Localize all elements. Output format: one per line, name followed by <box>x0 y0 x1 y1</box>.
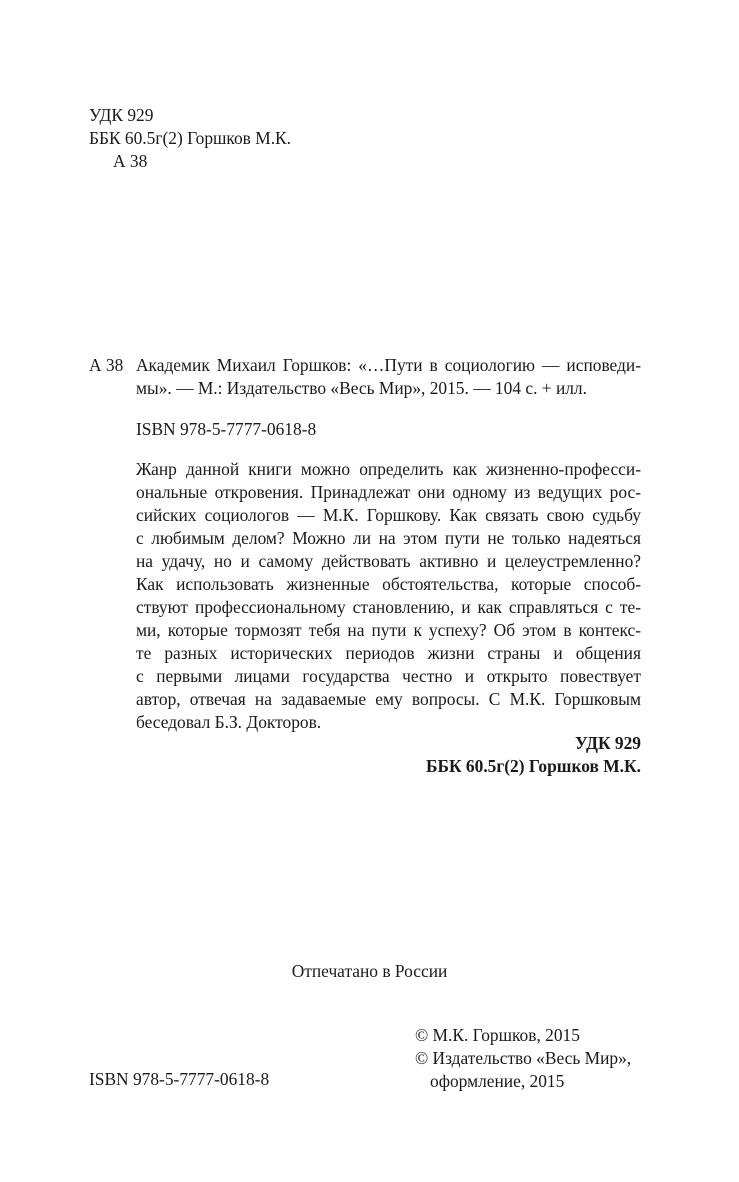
annotation-line: с первыми лицами государства честно и открыто повествует <box>136 666 641 686</box>
annotation-line: те разных исторических периодов жизни страны и общения <box>136 643 641 663</box>
copyright-author: © М.К. Горшков, 2015 <box>415 1025 580 1045</box>
udk-code: УДК 929 <box>89 105 154 125</box>
udk-code-bold: УДК 929 <box>574 733 641 753</box>
annotation <box>136 458 641 734</box>
copyright-publisher: © Издательство «Весь Мир», <box>415 1048 632 1068</box>
annotation-line: Жанр данной книги можно определить как жизненно-професси- <box>136 459 641 479</box>
copyright-block <box>415 1024 631 1093</box>
annotation-line: сийских социологов — М.К. Горшкову. Как связать свою судьбу <box>136 505 641 525</box>
annotation-line: ональные откровения. Принадлежат они одному из ведущих рос- <box>136 482 641 502</box>
printed-in-note: Отпечатано в России <box>291 961 448 981</box>
author-mark: А 38 <box>113 151 148 171</box>
bibliographic-line-1: Академик Михаил Горшков: «…Пути в социологию — исповеди- <box>136 355 641 375</box>
classification-block-top <box>89 104 291 173</box>
annotation-line: Как использовать жизненные обстоятельства, которые способ- <box>136 574 641 594</box>
bbk-code: ББК 60.5г(2) Горшков М.К. <box>89 128 291 148</box>
annotation-line: на удачу, но и самому действовать активно и целеустремленно? <box>136 551 641 571</box>
classification-block-bottom <box>426 732 641 778</box>
isbn-bottom: ISBN 978-5-7777-0618-8 <box>89 1069 270 1089</box>
bibliographic-entry <box>89 354 641 400</box>
bibliographic-line-2: мы». — М.: Издательство «Весь Мир», 2015. — 104 с. + илл. <box>136 378 587 398</box>
annotation-line: ствуют профессиональному становлению, и как справляться с те- <box>136 597 641 617</box>
isbn-entry: ISBN 978-5-7777-0618-8 <box>136 419 317 439</box>
bibliographic-index: А 38 <box>89 355 124 375</box>
annotation-line: с любимым делом? Можно ли на этом пути не только надеяться <box>136 528 641 548</box>
annotation-line: ми, которые тормозят тебя на пути к успеху? Об этом в контекс- <box>136 620 641 640</box>
bbk-code-bold: ББК 60.5г(2) Горшков М.К. <box>425 756 641 776</box>
annotation-line: беседовал Б.З. Докторов. <box>136 712 322 732</box>
annotation-line: автор, отвечая на задаваемые ему вопросы. С М.К. Горшковым <box>136 689 641 709</box>
copyright-design: оформление, 2015 <box>430 1071 565 1091</box>
